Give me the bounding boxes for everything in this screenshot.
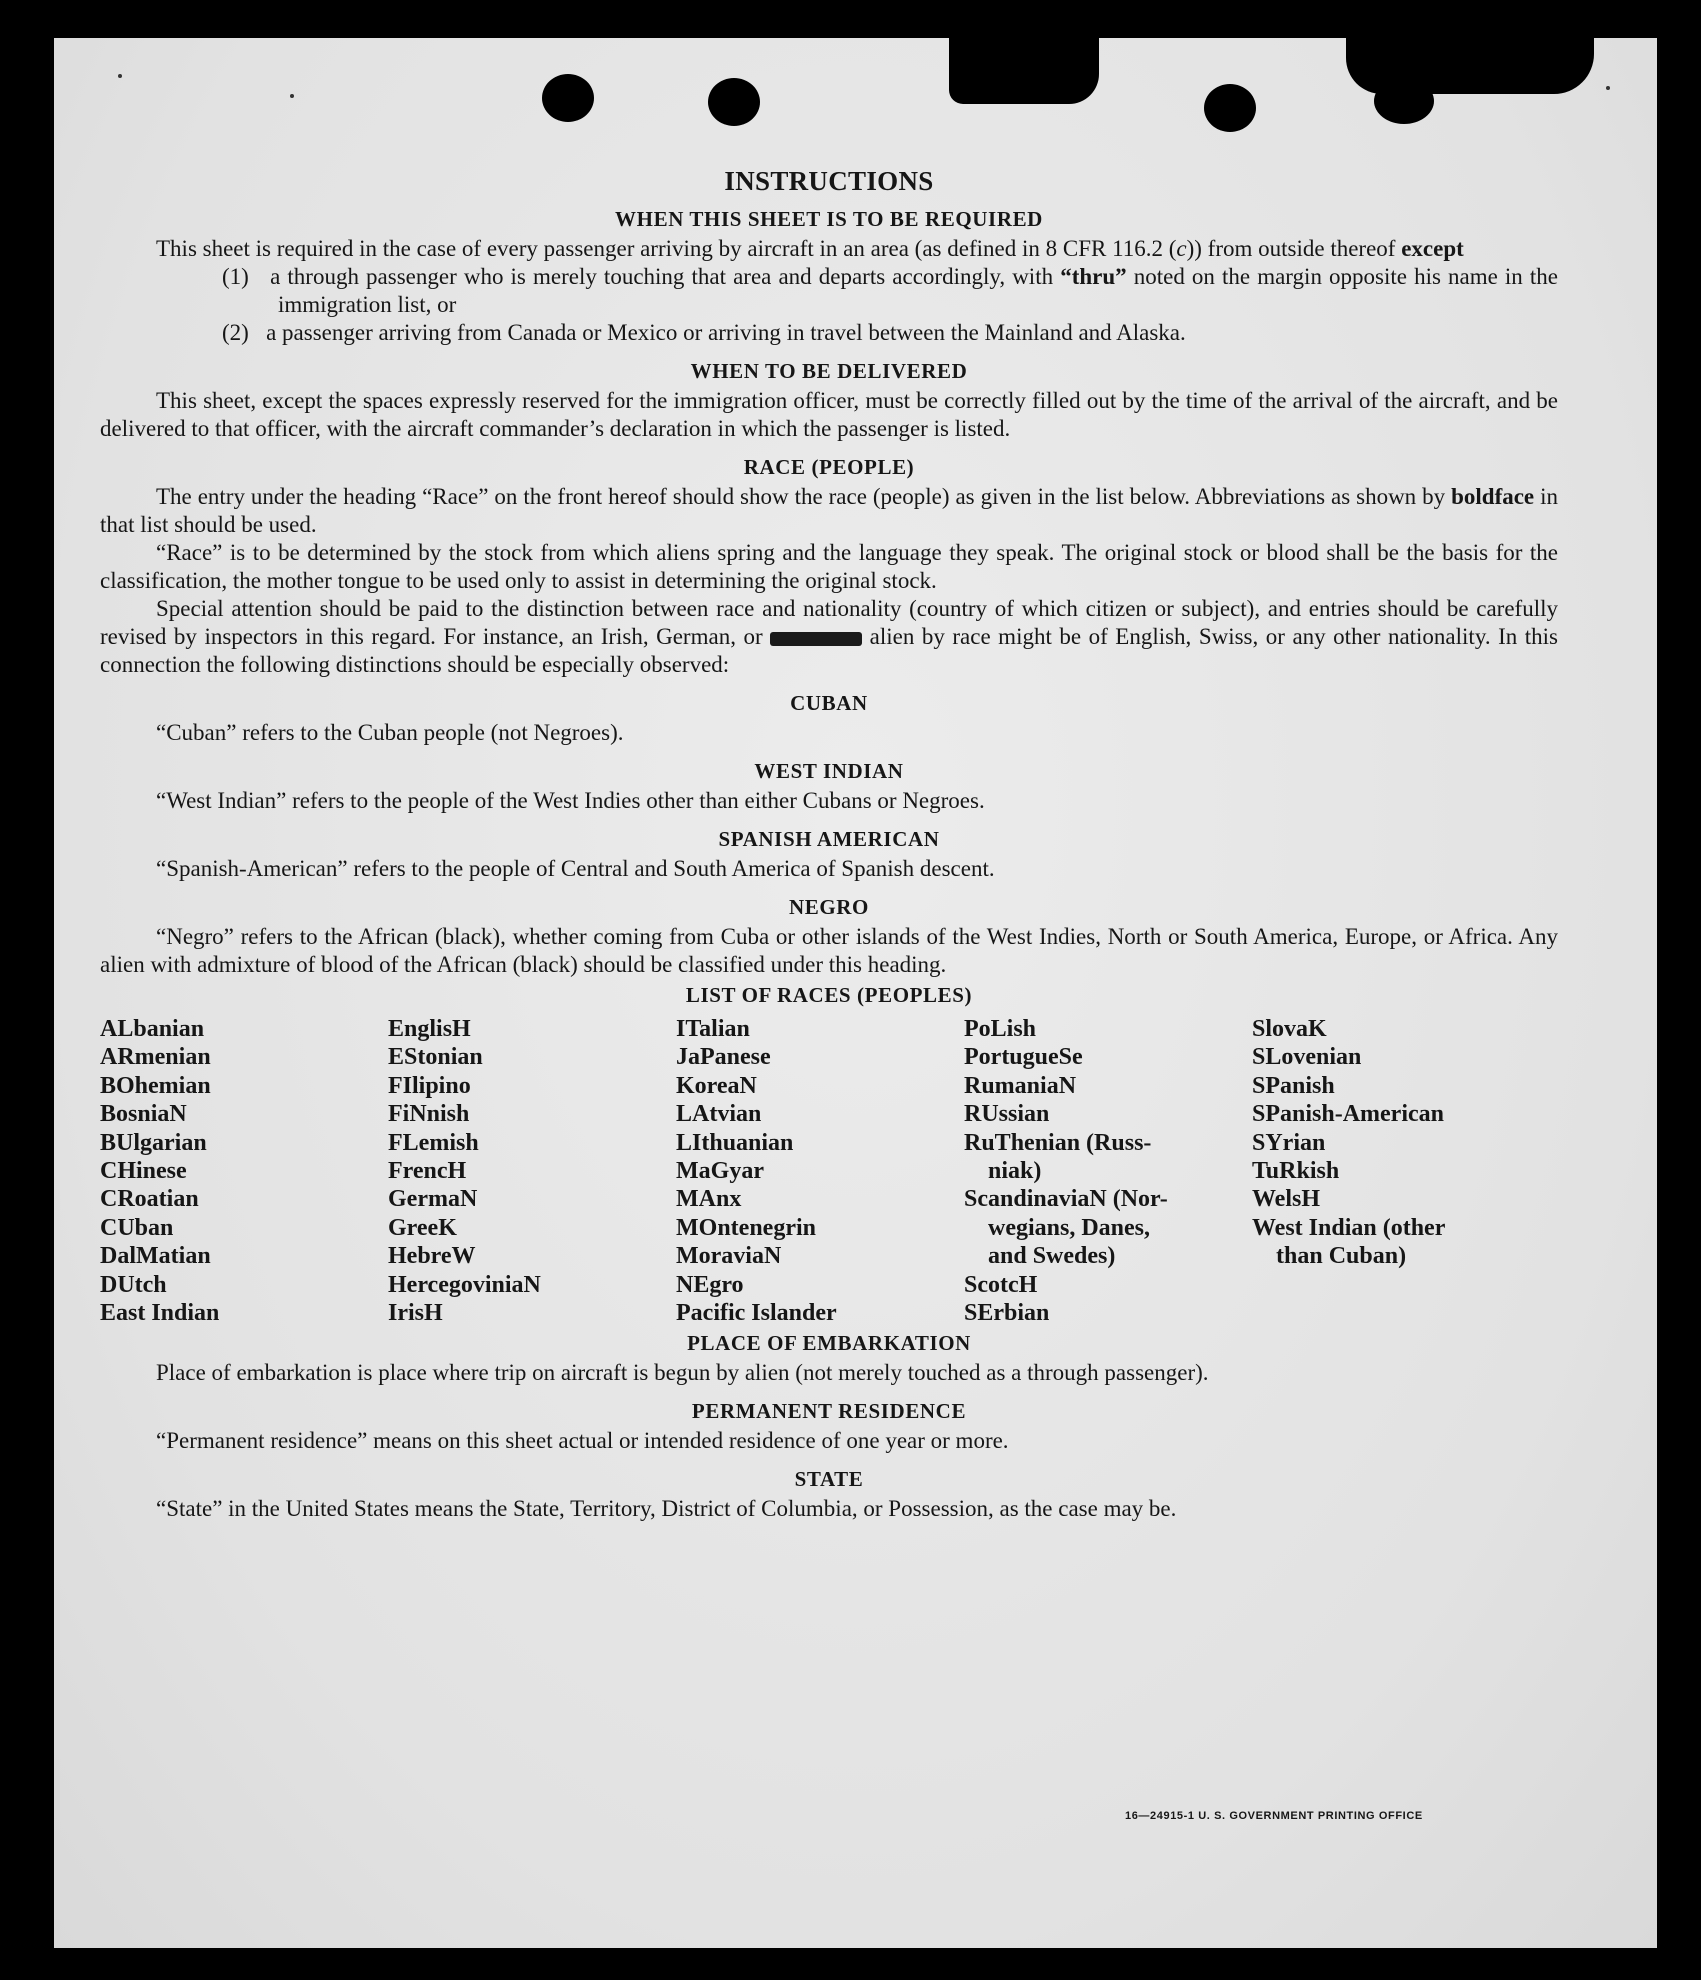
race-entry: MOntenegrin	[676, 1214, 816, 1241]
race-entry: EStonian	[388, 1044, 483, 1071]
race-entry: DUtch	[100, 1271, 167, 1298]
race-entry: wegians, Danes,	[988, 1214, 1151, 1241]
punch-hole	[708, 78, 760, 126]
race-entry: KoreaN	[676, 1072, 757, 1099]
race-entry: SPanish-American	[1252, 1101, 1444, 1128]
race-entry: LIthuanian	[676, 1129, 794, 1156]
section-heading-delivered: WHEN TO BE DELIVERED	[690, 359, 968, 383]
west-indian-text: “West Indian” refers to the people of the West Indies other than either Cubans or Negroes.	[156, 788, 985, 813]
race-entry: NEgro	[676, 1271, 744, 1298]
race-entry: ARmenian	[100, 1044, 211, 1071]
race-entry: CRoatian	[100, 1186, 199, 1213]
race-entry: GreeK	[388, 1214, 457, 1241]
section-heading-cuban: CUBAN	[790, 691, 868, 715]
instructions-body	[100, 166, 1558, 1523]
required-item-1: (1) a through passenger who is merely touching that area and departs accordingly, with “thru” noted on the margin opposite his name in the immigration list, or	[222, 264, 1558, 317]
race-paragraph-1: The entry under the heading “Race” on the front hereof should show the race (people) as given in the list below. Abbreviations as shown by boldface in that list should be used.	[100, 484, 1559, 537]
section-heading-required: WHEN THIS SHEET IS TO BE REQUIRED	[615, 207, 1043, 231]
race-entry: and Swedes)	[988, 1243, 1116, 1270]
negro-text: “Negro” refers to the African (black), whether coming from Cuba or other islands of the West Indies, North or South America, Europe, or Africa. Any alien with admixture of blood of the African (black) should be classified under this heading.	[100, 924, 1558, 977]
races-column-2	[388, 1015, 541, 1327]
race-entry: MAnx	[676, 1186, 742, 1213]
races-column-4	[964, 1015, 1168, 1327]
race-entry: HebreW	[388, 1243, 476, 1270]
race-entry: ScotcH	[964, 1271, 1038, 1298]
race-entry: West Indian (other	[1252, 1214, 1446, 1241]
residence-text: “Permanent residence” means on this sheet actual or intended residence of one year or more.	[156, 1428, 1009, 1453]
race-entry: TuRkish	[1252, 1158, 1340, 1185]
section-heading-list-of-races: LIST OF RACES (PEOPLES)	[685, 983, 973, 1007]
race-entry: ScandinaviaN (Nor-	[964, 1186, 1168, 1213]
race-entry: PoLish	[964, 1016, 1037, 1042]
cuban-text: “Cuban” refers to the Cuban people (not Negroes).	[156, 720, 624, 745]
race-entry: RumaniaN	[964, 1072, 1077, 1099]
delivered-text: This sheet, except the spaces expressly reserved for the immigration officer, must be correctly filled out by the time of the arrival of the aircraft, and be delivered to that officer, with the aircraft commander’s declaration in which the passenger is listed.	[100, 388, 1558, 441]
race-entry: EnglisH	[388, 1016, 471, 1042]
races-column-5	[1252, 1015, 1445, 1271]
race-entry: RuThenian (Russ-	[964, 1129, 1152, 1156]
race-entry: CUban	[100, 1214, 174, 1241]
section-heading-race: RACE (PEOPLE)	[743, 455, 915, 479]
section-heading-west-indian: WEST INDIAN	[754, 759, 904, 783]
race-entry: SPanish	[1252, 1072, 1335, 1099]
required-item-2: (2) a passenger arriving from Canada or Mexico or arriving in travel between the Mainland and Alaska.	[222, 320, 1186, 345]
race-entry: RUssian	[964, 1101, 1050, 1128]
race-entry: BosniaN	[100, 1101, 187, 1128]
race-entry: IrisH	[388, 1300, 443, 1327]
race-entry: JaPanese	[676, 1044, 771, 1071]
race-entry: MoraviaN	[676, 1243, 782, 1270]
races-list	[100, 1015, 1558, 1327]
race-entry: WelsH	[1252, 1186, 1321, 1213]
race-entry: GermaN	[388, 1186, 478, 1213]
state-text: “State” in the United States means the State, Territory, District of Columbia, or Possession, as the case may be.	[156, 1496, 1177, 1521]
punch-hole	[542, 74, 594, 122]
race-entry: HercegoviniaN	[388, 1271, 541, 1298]
paper-speck	[118, 74, 122, 78]
race-entry: CHinese	[100, 1158, 187, 1185]
section-heading-embarkation: PLACE OF EMBARKATION	[687, 1331, 971, 1355]
race-entry: PortugueSe	[964, 1044, 1083, 1071]
required-intro: This sheet is required in the case of every passenger arriving by aircraft in an area (as defined in 8 CFR 116.2 (c)) from outside thereof except	[156, 236, 1464, 261]
section-heading-spanish-american: SPANISH AMERICAN	[718, 827, 940, 851]
printer-imprint: 16—24915-1 U. S. GOVERNMENT PRINTING OFFICE	[1125, 1810, 1423, 1822]
race-entry: niak)	[988, 1158, 1042, 1185]
race-entry: BOhemian	[100, 1072, 211, 1099]
paper-speck	[290, 94, 294, 98]
race-entry: SlovaK	[1252, 1016, 1327, 1042]
section-heading-state: STATE	[794, 1467, 864, 1491]
punch-hole	[1204, 84, 1256, 132]
races-column-3	[676, 1015, 837, 1327]
redaction-mark	[770, 632, 862, 646]
race-entry: FIlipino	[388, 1072, 471, 1099]
embarkation-text: Place of embarkation is place where trip on aircraft is begun by alien (not merely touched as a through passenger).	[156, 1360, 1209, 1385]
race-entry: ITalian	[676, 1016, 750, 1042]
race-entry: FiNnish	[388, 1101, 470, 1128]
race-entry: LAtvian	[676, 1101, 762, 1128]
races-column-1	[100, 1015, 219, 1327]
race-entry: than Cuban)	[1276, 1243, 1407, 1270]
race-entry: MaGyar	[676, 1158, 764, 1185]
race-entry: East Indian	[100, 1300, 220, 1327]
paper-speck	[1606, 86, 1610, 90]
race-entry: SErbian	[964, 1300, 1050, 1327]
torn-edge	[1374, 78, 1434, 124]
race-entry: Pacific Islander	[676, 1300, 837, 1327]
race-paragraph-3: Special attention should be paid to the distinction between race and nationality (country of which citizen or subject), and entries should be carefully revised by inspectors in this regard. For instance, an Irish, German, or alien by race might be of English, Swiss, or any other nationality. In this connection the following distinctions should be especially observed:	[100, 596, 1558, 677]
torn-edge	[949, 38, 1099, 104]
race-entry: SLovenian	[1252, 1044, 1362, 1071]
race-entry: FLemish	[388, 1129, 479, 1156]
race-entry: FrencH	[388, 1158, 467, 1185]
race-entry: BUlgarian	[100, 1129, 207, 1156]
section-heading-negro: NEGRO	[788, 895, 869, 919]
race-entry: SYrian	[1252, 1129, 1326, 1156]
spanish-american-text: “Spanish-American” refers to the people of Central and South America of Spanish descent.	[156, 856, 995, 881]
race-paragraph-2: “Race” is to be determined by the stock from which aliens spring and the language they speak. The original stock or blood shall be the basis for the classification, the mother tongue to be used only to assist in determining the original stock.	[100, 540, 1558, 593]
page-title: INSTRUCTIONS	[724, 166, 934, 196]
race-entry: DalMatian	[100, 1243, 211, 1270]
race-entry: ALbanian	[100, 1016, 205, 1042]
section-heading-residence: PERMANENT RESIDENCE	[691, 1399, 967, 1423]
document-sheet	[54, 38, 1657, 1948]
